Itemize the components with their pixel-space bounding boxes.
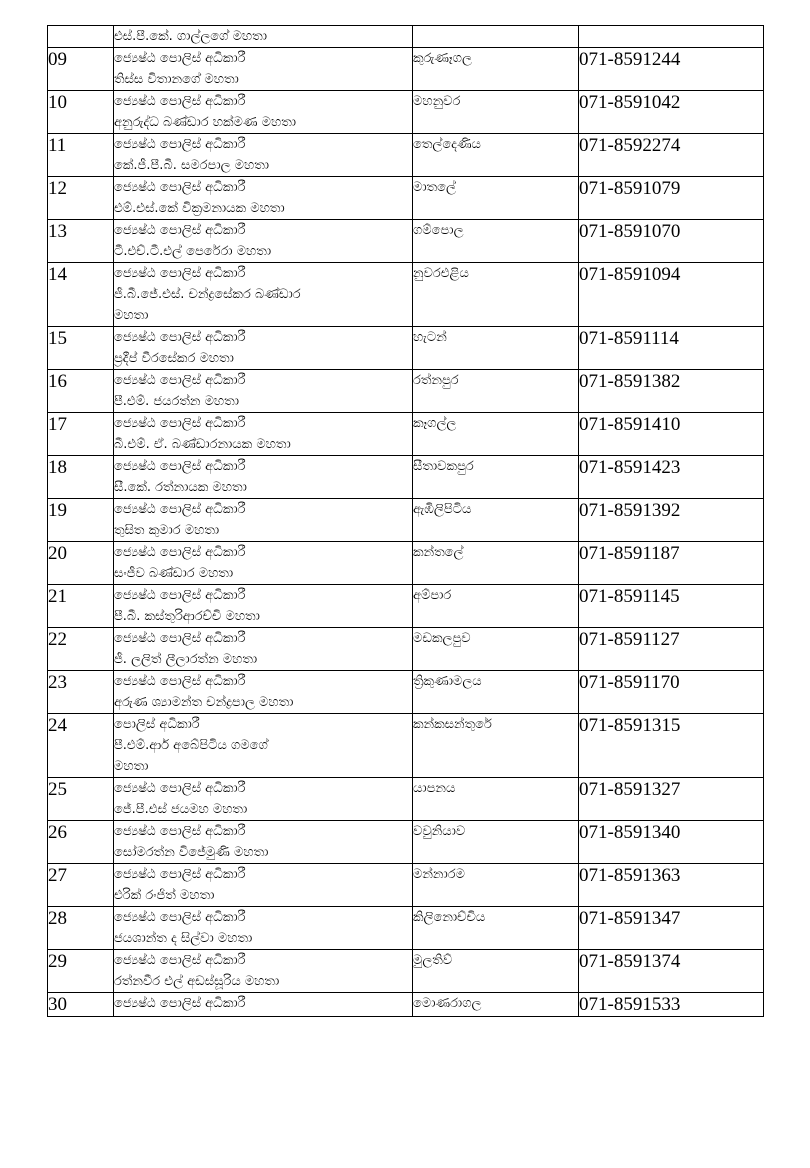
row-number: 22 — [48, 628, 114, 671]
row-number: 16 — [48, 370, 114, 413]
table-row — [48, 456, 764, 499]
station-name: රත්නපුර — [413, 370, 579, 413]
phone-number: 071-8591042 — [579, 91, 764, 134]
station-name: කිලිනොච්චිය — [413, 907, 579, 950]
name-line: ජ්‍යෙෂ්ඨ පොලිස් අධිකාරී — [114, 631, 246, 646]
station-name: කන්තලේ — [413, 542, 579, 585]
name-line: සංජීව බණ්ඩාර මහතා — [114, 566, 234, 581]
table-row — [48, 993, 764, 1017]
phone-number: 071-8591187 — [579, 542, 764, 585]
officer-name — [114, 778, 413, 821]
name-line: මහතා — [114, 308, 149, 323]
name-line: ජ්‍යෙෂ්ඨ පොලිස් අධිකාරී — [114, 953, 246, 968]
name-line: එරික් රංජිත් මහතා — [114, 888, 215, 903]
name-line: ප්‍රදීප් වීරසේකර මහතා — [114, 351, 234, 366]
station-name: මඩකලපුව — [413, 628, 579, 671]
phone-number: 071-8591070 — [579, 220, 764, 263]
phone-number: 071-8591327 — [579, 778, 764, 821]
phone-number: 071-8591340 — [579, 821, 764, 864]
phone-number: 071-8591094 — [579, 263, 764, 327]
name-line: ජ්‍යෙෂ්ඨ පොලිස් අධිකාරී — [114, 137, 246, 152]
name-line: අරුණ ශ්‍යාමන්ත චන්ද්‍රපාල මහතා — [114, 695, 294, 710]
name-line: කේ.ජී.පී.බී. සමරපාල මහතා — [114, 158, 270, 173]
station-name: හැටන් — [413, 327, 579, 370]
phone-number: 071-8591392 — [579, 499, 764, 542]
row-number: 17 — [48, 413, 114, 456]
row-number: 10 — [48, 91, 114, 134]
name-line: බී.එම්. ඒ. බණ්ඩාරනායක මහතා — [114, 437, 291, 452]
row-number: 30 — [48, 993, 114, 1017]
officer-name — [114, 134, 413, 177]
officer-name — [114, 177, 413, 220]
name-line: පී.බී. කස්තුරිආරච්චි මහතා — [114, 609, 260, 624]
name-line: ජ්‍යෙෂ්ඨ පොලිස් අධිකාරී — [114, 674, 246, 689]
name-line: ටී.එච්.ටී.එල් පෙරේරා මහතා — [114, 244, 272, 259]
table-row — [48, 327, 764, 370]
row-number: 13 — [48, 220, 114, 263]
phone-number: 071-8591410 — [579, 413, 764, 456]
name-line: අනුරුද්ධ බණ්ඩාර හක්මණ මහතා — [114, 115, 297, 130]
name-line: පී.එම්.ආර් අබේපිටිය ගමගේ — [114, 738, 268, 753]
name-line: ජ්‍යෙෂ්ඨ පොලිස් අධිකාරී — [114, 781, 246, 796]
row-number: 21 — [48, 585, 114, 628]
name-line: ජ්‍යෙෂ්ඨ පොලිස් අධිකාරී — [114, 588, 246, 603]
station-name: සීතාවකපුර — [413, 456, 579, 499]
station-name: ඇඹිලිපිටිය — [413, 499, 579, 542]
table-row — [48, 778, 764, 821]
table-row — [48, 907, 764, 950]
row-number: 26 — [48, 821, 114, 864]
station-name: මාතලේ — [413, 177, 579, 220]
row-number: 24 — [48, 714, 114, 778]
name-line: එස්.පී.කේ. ගාල්ලගේ මහතා — [114, 29, 267, 44]
table-row — [48, 628, 764, 671]
name-line: ජ්‍යෙෂ්ඨ පොලිස් අධිකාරී — [114, 51, 246, 66]
name-line: ජ්‍යෙෂ්ඨ පොලිස් අධිකාරී — [114, 996, 246, 1011]
table-row — [48, 499, 764, 542]
officer-name — [114, 499, 413, 542]
phone-number: 071-8591145 — [579, 585, 764, 628]
officer-name — [114, 864, 413, 907]
officer-name — [114, 585, 413, 628]
name-line: සී.කේ. රත්නායක මහතා — [114, 480, 247, 495]
officer-name — [114, 671, 413, 714]
table-row — [48, 821, 764, 864]
phone-number: 071-8592274 — [579, 134, 764, 177]
row-number: 19 — [48, 499, 114, 542]
table-row — [48, 370, 764, 413]
table-row — [48, 864, 764, 907]
name-line: ජ්‍යෙෂ්ඨ පොලිස් අධිකාරී — [114, 545, 246, 560]
name-line: සෝමරත්න විජේමුණි මහතා — [114, 845, 269, 860]
row-number: 29 — [48, 950, 114, 993]
officer-name — [114, 263, 413, 327]
row-number: 20 — [48, 542, 114, 585]
phone-number: 071-8591315 — [579, 714, 764, 778]
table-body — [48, 26, 764, 1017]
name-line: ජ්‍යෙෂ්ඨ පොලිස් අධිකාරී — [114, 416, 246, 431]
table-row — [48, 950, 764, 993]
officer-name — [114, 714, 413, 778]
officer-contact-table — [47, 25, 764, 1017]
name-line: පී.එම්. ජයරත්න මහතා — [114, 394, 240, 409]
row-number: 23 — [48, 671, 114, 714]
name-line: ජ්‍යෙෂ්ඨ පොලිස් අධිකාරී — [114, 910, 246, 925]
row-number: 14 — [48, 263, 114, 327]
table-row — [48, 91, 764, 134]
table-row — [48, 177, 764, 220]
station-name: වවුනියාව — [413, 821, 579, 864]
phone-number: 071-8591079 — [579, 177, 764, 220]
officer-name — [114, 821, 413, 864]
row-number: 27 — [48, 864, 114, 907]
phone-number: 071-8591423 — [579, 456, 764, 499]
station-name: කුරුණෑගල — [413, 48, 579, 91]
name-line: ජයශාන්ත ද සිල්වා මහතා — [114, 931, 253, 946]
table-row — [48, 134, 764, 177]
station-name: මොණරාගල — [413, 993, 579, 1017]
station-name: යාපනය — [413, 778, 579, 821]
name-line: ජී.බී.ජේ.එස්. චන්ද්‍රසේකර බණ්ඩාර — [114, 287, 301, 302]
officer-name — [114, 48, 413, 91]
row-number: 28 — [48, 907, 114, 950]
phone-number: 071-8591347 — [579, 907, 764, 950]
phone-number — [579, 26, 764, 48]
name-line: තුසිත කුමාර මහතා — [114, 523, 220, 538]
officer-name — [114, 993, 413, 1017]
name-line: ජ්‍යෙෂ්ඨ පොලිස් අධිකාරී — [114, 330, 246, 345]
phone-number: 071-8591127 — [579, 628, 764, 671]
name-line: ජ්‍යෙෂ්ඨ පොලිස් අධිකාරී — [114, 867, 246, 882]
phone-number: 071-8591363 — [579, 864, 764, 907]
officer-name — [114, 220, 413, 263]
name-line: ජ්‍යෙෂ්ඨ පොලිස් අධිකාරී — [114, 373, 246, 388]
name-line: රත්නවීර එල් අඩස්සූරිය මහතා — [114, 974, 280, 989]
station-name: මහනුවර — [413, 91, 579, 134]
station-name — [413, 26, 579, 48]
phone-number: 071-8591114 — [579, 327, 764, 370]
name-line: එම්.එස්.කේ වික්‍රමනායක මහතා — [114, 201, 285, 216]
table-row — [48, 585, 764, 628]
station-name: ගම්පොල — [413, 220, 579, 263]
phone-number: 071-8591170 — [579, 671, 764, 714]
phone-number: 071-8591244 — [579, 48, 764, 91]
table-row — [48, 413, 764, 456]
officer-name — [114, 91, 413, 134]
table-row — [48, 714, 764, 778]
station-name: ත්‍රිකුණාමලය — [413, 671, 579, 714]
officer-name — [114, 327, 413, 370]
table-row — [48, 263, 764, 327]
row-number: 25 — [48, 778, 114, 821]
officer-name — [114, 628, 413, 671]
name-line: මහතා — [114, 759, 149, 774]
name-line: ජ්‍යෙෂ්ඨ පොලිස් අධිකාරී — [114, 459, 246, 474]
row-number — [48, 26, 114, 48]
station-name: මුලතිව් — [413, 950, 579, 993]
officer-name — [114, 370, 413, 413]
station-name: තෙල්දෙණිය — [413, 134, 579, 177]
table-row — [48, 220, 764, 263]
name-line: තිස්ස විතානගේ මහතා — [114, 72, 239, 87]
phone-number: 071-8591374 — [579, 950, 764, 993]
name-line: ජ්‍යෙෂ්ඨ පොලිස් අධිකාරී — [114, 223, 246, 238]
row-number: 09 — [48, 48, 114, 91]
name-line: ජ්‍යෙෂ්ඨ පොලිස් අධිකාරී — [114, 180, 246, 195]
row-number: 15 — [48, 327, 114, 370]
row-number: 18 — [48, 456, 114, 499]
officer-name — [114, 413, 413, 456]
officer-name — [114, 26, 413, 48]
name-line: ජ්‍යෙෂ්ඨ පොලිස් අධිකාරී — [114, 94, 246, 109]
table-row — [48, 48, 764, 91]
name-line: ජ්‍යෙෂ්ඨ පොලිස් අධිකාරී — [114, 824, 246, 839]
name-line: ජී. ලලිත් ලීලාරත්න මහතා — [114, 652, 258, 667]
name-line: ජ්‍යෙෂ්ඨ පොලිස් අධිකාරී — [114, 502, 246, 517]
station-name: නුවරඑළිය — [413, 263, 579, 327]
station-name: කන්කසන්තුරේ — [413, 714, 579, 778]
name-line: ජ්‍යෙෂ්ඨ පොලිස් අධිකාරී — [114, 266, 246, 281]
row-number: 11 — [48, 134, 114, 177]
table-row-continued — [48, 26, 764, 48]
officer-name — [114, 950, 413, 993]
name-line: ජේ.පී.එස් ජයමහ මහතා — [114, 802, 248, 817]
phone-number: 071-8591382 — [579, 370, 764, 413]
table-row — [48, 671, 764, 714]
table-row — [48, 542, 764, 585]
row-number: 12 — [48, 177, 114, 220]
officer-name — [114, 907, 413, 950]
station-name: අම්පාර — [413, 585, 579, 628]
phone-number: 071-8591533 — [579, 993, 764, 1017]
officer-name — [114, 456, 413, 499]
station-name: මන්නාරම — [413, 864, 579, 907]
name-line: පොලිස් අධිකාරී — [114, 717, 200, 732]
officer-name — [114, 542, 413, 585]
station-name: කෑගල්ල — [413, 413, 579, 456]
